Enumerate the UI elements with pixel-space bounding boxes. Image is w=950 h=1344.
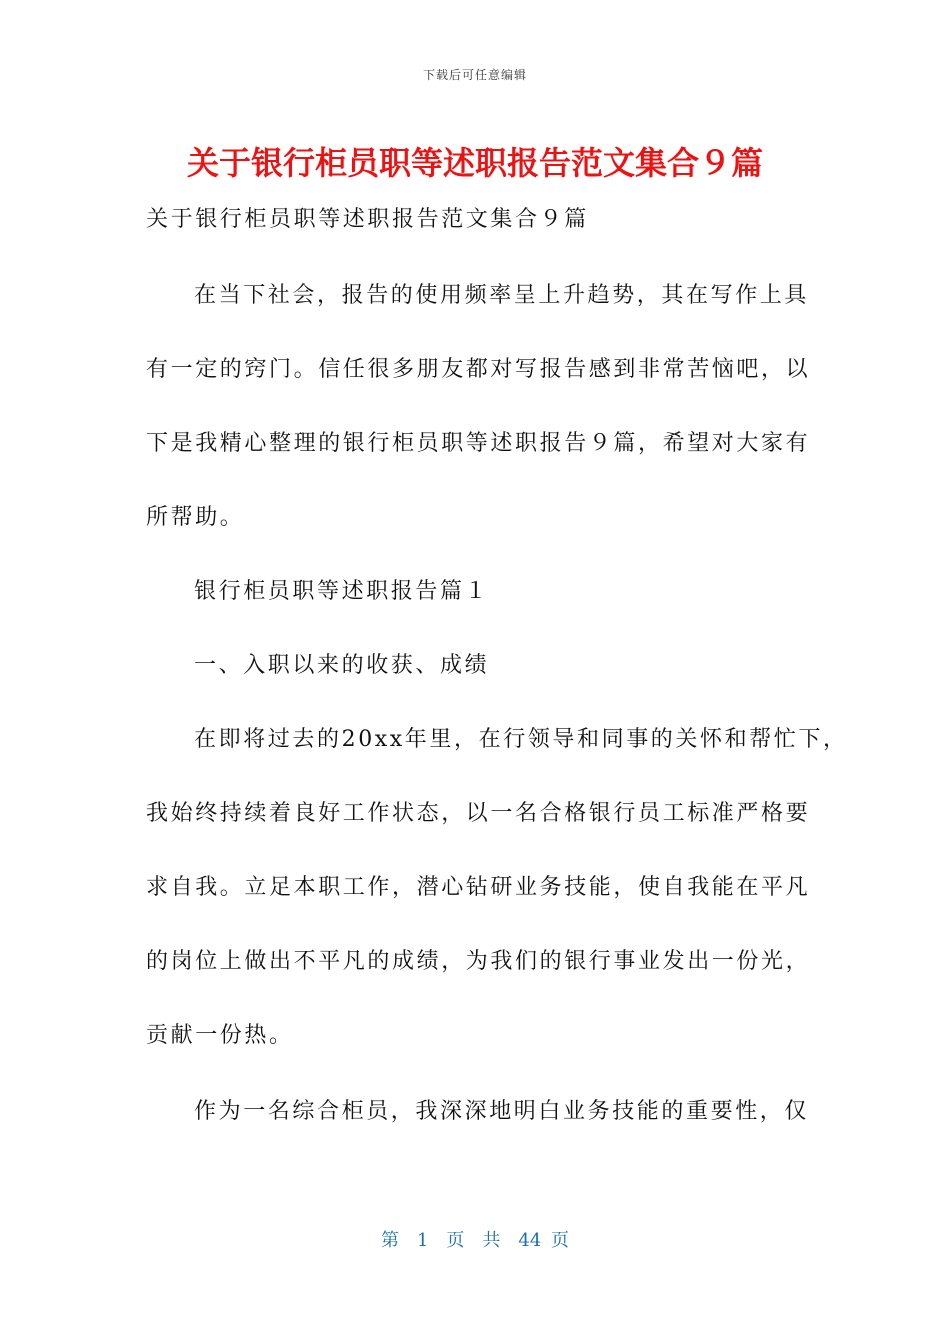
document-title: 关于银行柜员职等述职报告范文集合９篇 xyxy=(186,144,763,182)
page-number-footer: 第 1 页 共 44 页 xyxy=(380,1230,570,1251)
paragraph-line: 有一定的窍门。信任很多朋友都对写报告感到非常苦恼吧，以 xyxy=(146,357,811,382)
subtitle-line: 关于银行柜员职等述职报告范文集合９篇 xyxy=(146,207,589,232)
section-heading: 银行柜员职等述职报告篇１ xyxy=(194,579,490,604)
paragraph-line: 所帮助。 xyxy=(146,505,245,530)
paragraph-line: 在即将过去的20xx年里，在行领导和同事的关怀和帮忙下， xyxy=(194,727,848,752)
paragraph-line: 在当下社会，报告的使用频率呈上升趋势，其在写作上具 xyxy=(194,283,810,308)
subsection-heading: 一、入职以来的收获、成绩 xyxy=(194,653,490,678)
header-note: 下载后可任意编辑 xyxy=(422,68,527,82)
paragraph-line: 贡献一份热。 xyxy=(146,1023,294,1048)
paragraph-line: 求自我。立足本职工作，潜心钻研业务技能，使自我能在平凡 xyxy=(146,875,811,900)
paragraph-line: 下是我精心整理的银行柜员职等述职报告９篇，希望对大家有 xyxy=(146,431,811,456)
paragraph-line: 我始终持续着良好工作状态，以一名合格银行员工标准严格要 xyxy=(146,801,811,826)
paragraph-line: 作为一名综合柜员，我深深地明白业务技能的重要性，仅 xyxy=(194,1099,810,1124)
paragraph-line: 的岗位上做出不平凡的成绩，为我们的银行事业发出一份光， xyxy=(146,949,811,974)
